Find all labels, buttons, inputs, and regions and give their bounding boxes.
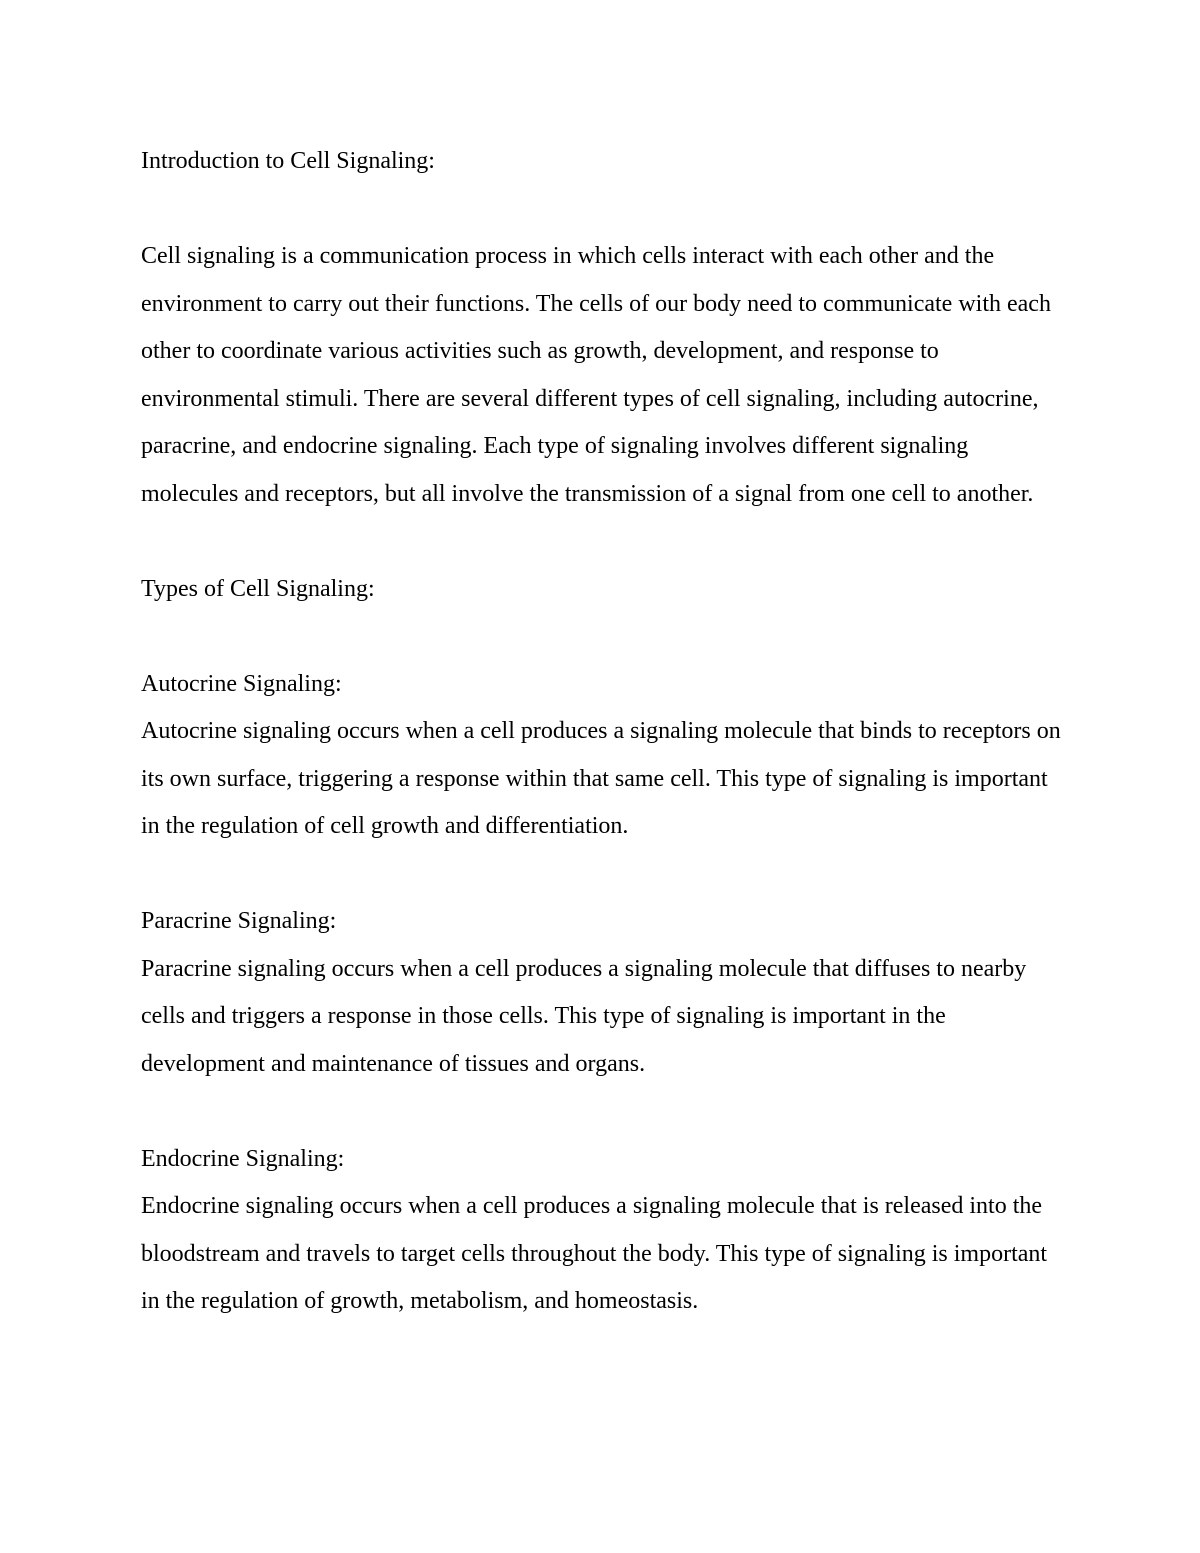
endocrine-paragraph: Endocrine signaling occurs when a cell produces a signaling molecule that is released into the bloodstream and travels to target cells throughout the body. This type of signaling is important in the regulation of growth, metabolism, and homeostasis. <box>141 1193 1048 1314</box>
intro-paragraph: Cell signaling is a communication process in which cells interact with each other and the environment to carry out their functions. The cells of our body need to communicate with each other to coordinate various activities such as growth, development, and response to environmental stimuli. There are several different types of cell signaling, including autocrine, paracrine, and endocrine signaling. Each type of signaling involves different signaling molecules and receptors, but all involve the transmission of a signal from one cell to another. <box>141 243 1051 507</box>
intro-heading: Introduction to Cell Signaling: <box>141 148 435 174</box>
paracrine-paragraph: Paracrine signaling occurs when a cell produces a signaling molecule that diffuses to nearby cells and triggers a response in those cells. This type of signaling is important in the development and maintenance of tissues and organs. <box>141 955 1027 1077</box>
autocrine-heading: Autocrine Signaling: <box>141 670 342 697</box>
endocrine-heading: Endocrine Signaling: <box>141 1145 345 1172</box>
document-body <box>141 138 1061 1326</box>
types-heading: Types of Cell Signaling: <box>141 575 375 602</box>
spacer <box>141 186 1061 234</box>
autocrine-paragraph: Autocrine signaling occurs when a cell produces a signaling molecule that binds to receptors on its own surface, triggering a response within that same cell. This type of signaling is important in the regulation of cell growth and differentiation. <box>141 718 1061 839</box>
spacer <box>141 518 1061 566</box>
paracrine-heading: Paracrine Signaling: <box>141 908 337 934</box>
spacer <box>141 1088 1061 1136</box>
spacer <box>141 613 1061 661</box>
spacer <box>141 851 1061 899</box>
